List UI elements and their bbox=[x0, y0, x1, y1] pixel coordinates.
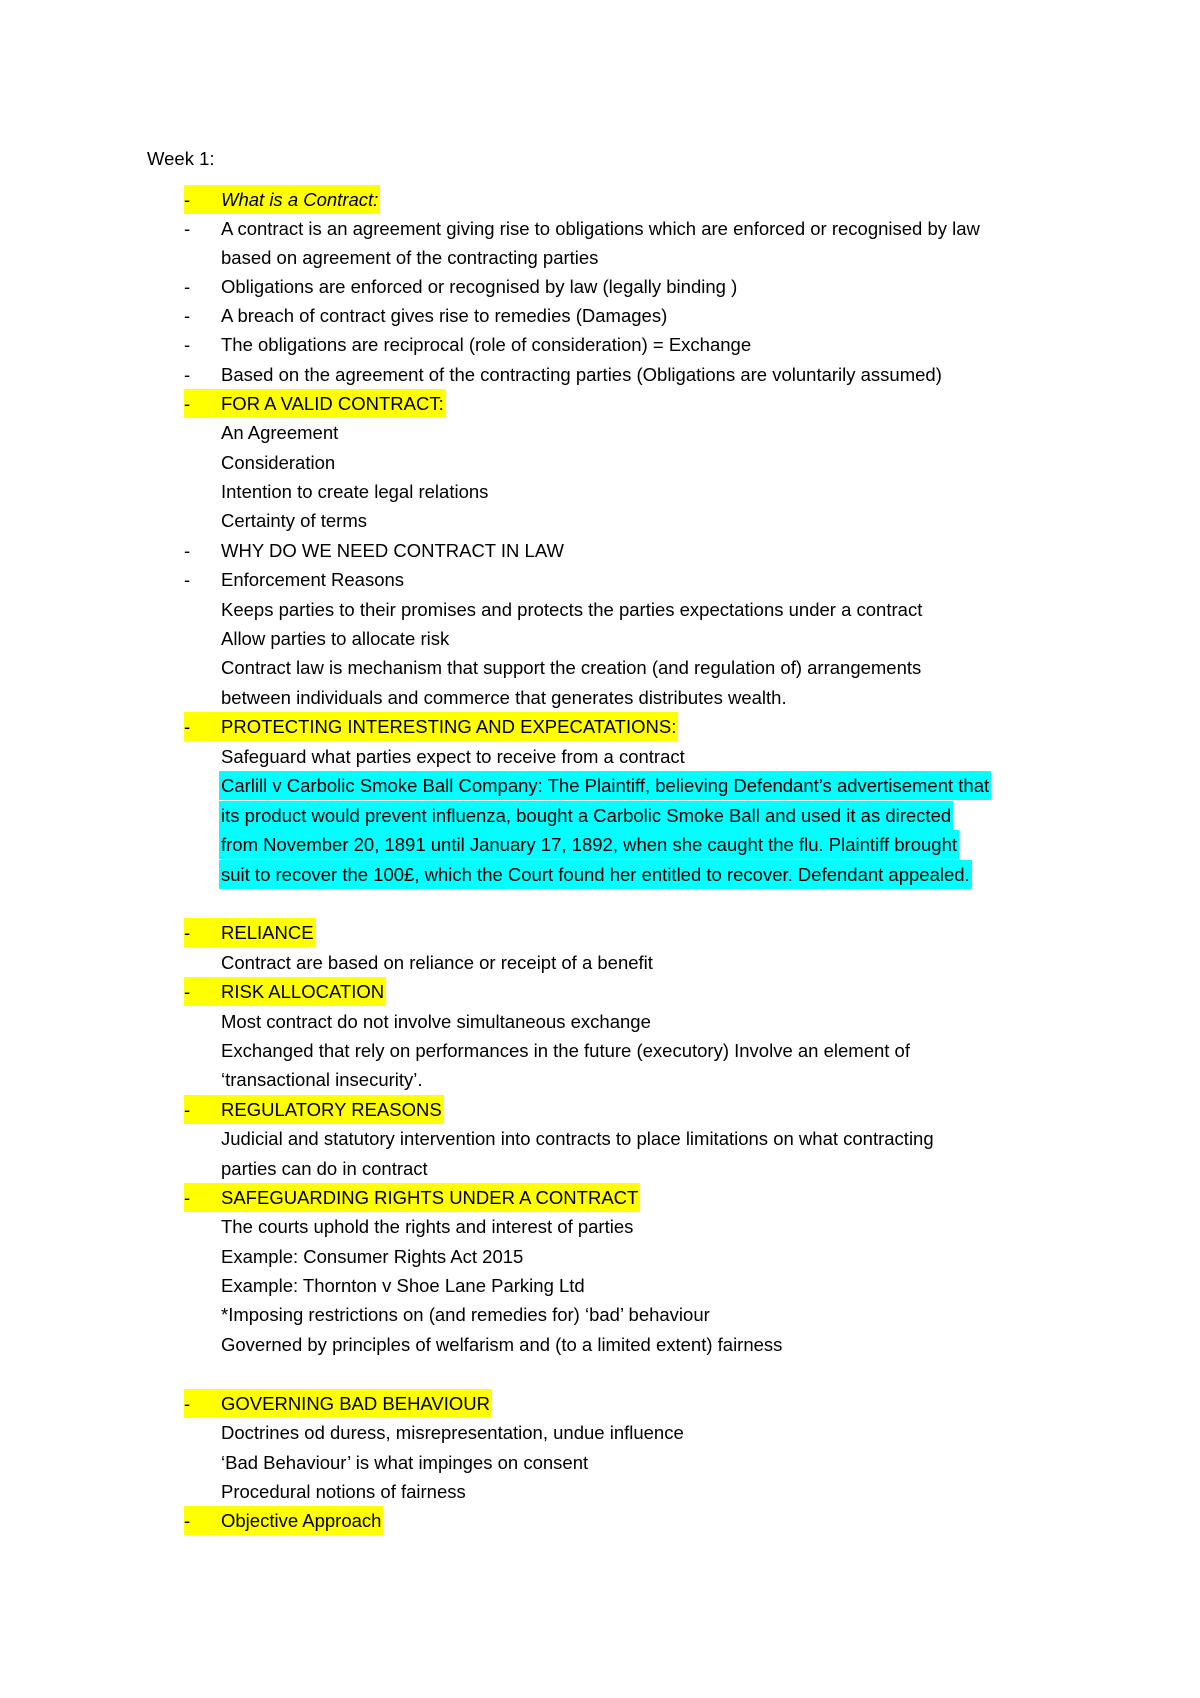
line-text: its product would prevent influenza, bought a Carbolic Smoke Ball and used it as directed bbox=[219, 801, 953, 830]
bullet-dash: - bbox=[184, 334, 191, 355]
line-text: Enforcement Reasons bbox=[221, 569, 405, 590]
bullet-dash: - bbox=[184, 305, 191, 326]
line-text: suit to recover the 100£, which the Court found her entitled to recover. Defendant appealed. bbox=[219, 860, 972, 889]
line-text: Allow parties to allocate risk bbox=[221, 628, 450, 649]
bullet-dash: - bbox=[184, 1183, 226, 1212]
line-text: FOR A VALID CONTRACT: bbox=[219, 389, 446, 418]
line-text: The obligations are reciprocal (role of consideration) = Exchange bbox=[221, 334, 752, 355]
line-text: Based on the agreement of the contracting parties (Obligations are voluntarily assumed) bbox=[221, 364, 942, 385]
bullet-dash: - bbox=[184, 977, 226, 1006]
line-text: ‘transactional insecurity’. bbox=[221, 1069, 423, 1090]
line-text: based on agreement of the contracting parties bbox=[221, 247, 599, 268]
bullet-dash: - bbox=[184, 712, 226, 741]
line-text: A breach of contract gives rise to remedies (Damages) bbox=[221, 305, 668, 326]
line-text: Contract law is mechanism that support the creation (and regulation of) arrangements bbox=[221, 657, 922, 678]
bullet-dash: - bbox=[184, 540, 191, 561]
bullet-dash: - bbox=[184, 1506, 226, 1535]
bullet-dash: - bbox=[184, 364, 191, 385]
page-heading: Week 1: bbox=[147, 148, 215, 169]
bullet-dash: - bbox=[184, 918, 226, 947]
line-text: RISK ALLOCATION bbox=[219, 977, 386, 1006]
line-text: What is a Contract: bbox=[219, 185, 380, 214]
line-text: SAFEGUARDING RIGHTS UNDER A CONTRACT bbox=[219, 1183, 640, 1212]
line-text: REGULATORY REASONS bbox=[219, 1095, 444, 1124]
line-text: Procedural notions of fairness bbox=[221, 1481, 466, 1502]
bullet-dash: - bbox=[184, 569, 191, 590]
line-text: parties can do in contract bbox=[221, 1158, 428, 1179]
bullet-dash: - bbox=[184, 276, 191, 297]
bullet-dash: - bbox=[184, 389, 226, 418]
line-text: Doctrines od duress, misrepresentation, undue influence bbox=[221, 1422, 684, 1443]
line-text: Carlill v Carbolic Smoke Ball Company: The Plaintiff, believing Defendant’s advertisement that bbox=[219, 771, 991, 800]
bullet-dash: - bbox=[184, 218, 191, 239]
bullet-dash: - bbox=[184, 185, 226, 214]
line-text: An Agreement bbox=[221, 422, 339, 443]
line-text: Judicial and statutory intervention into contracts to place limitations on what contracting bbox=[221, 1128, 934, 1149]
line-text: Governed by principles of welfarism and (to a limited extent) fairness bbox=[221, 1334, 783, 1355]
line-text: ‘Bad Behaviour’ is what impinges on consent bbox=[221, 1452, 589, 1473]
line-text: Example: Consumer Rights Act 2015 bbox=[221, 1246, 524, 1267]
line-text: Certainty of terms bbox=[221, 510, 367, 531]
bullet-dash: - bbox=[184, 1095, 226, 1124]
line-text: GOVERNING BAD BEHAVIOUR bbox=[219, 1389, 492, 1418]
line-text: Obligations are enforced or recognised by law (legally binding ) bbox=[221, 276, 738, 297]
line-text: Keeps parties to their promises and protects the parties expectations under a contract bbox=[221, 599, 923, 620]
bullet-dash: - bbox=[184, 1389, 226, 1418]
line-text: The courts uphold the rights and interest of parties bbox=[221, 1216, 634, 1237]
line-text: Example: Thornton v Shoe Lane Parking Ltd bbox=[221, 1275, 585, 1296]
line-text: WHY DO WE NEED CONTRACT IN LAW bbox=[221, 540, 564, 561]
line-text: Most contract do not involve simultaneous exchange bbox=[221, 1011, 651, 1032]
line-text: Exchanged that rely on performances in the future (executory) Involve an element of bbox=[221, 1040, 910, 1061]
line-text: Safeguard what parties expect to receive from a contract bbox=[221, 746, 685, 767]
line-text: PROTECTING INTERESTING AND EXPECATATIONS: bbox=[219, 712, 678, 741]
line-text: RELIANCE bbox=[219, 918, 316, 947]
line-text: Consideration bbox=[221, 452, 336, 473]
line-text: Objective Approach bbox=[219, 1506, 383, 1535]
line-text: Intention to create legal relations bbox=[221, 481, 489, 502]
line-text: Contract are based on reliance or receipt of a benefit bbox=[221, 952, 653, 973]
line-text: *Imposing restrictions on (and remedies for) ‘bad’ behaviour bbox=[221, 1304, 710, 1325]
line-text: from November 20, 1891 until January 17, 1892, when she caught the flu. Plaintiff brought bbox=[219, 830, 959, 859]
line-text: A contract is an agreement giving rise to obligations which are enforced or recognised by law bbox=[221, 218, 980, 239]
line-text: between individuals and commerce that generates distributes wealth. bbox=[221, 687, 787, 708]
